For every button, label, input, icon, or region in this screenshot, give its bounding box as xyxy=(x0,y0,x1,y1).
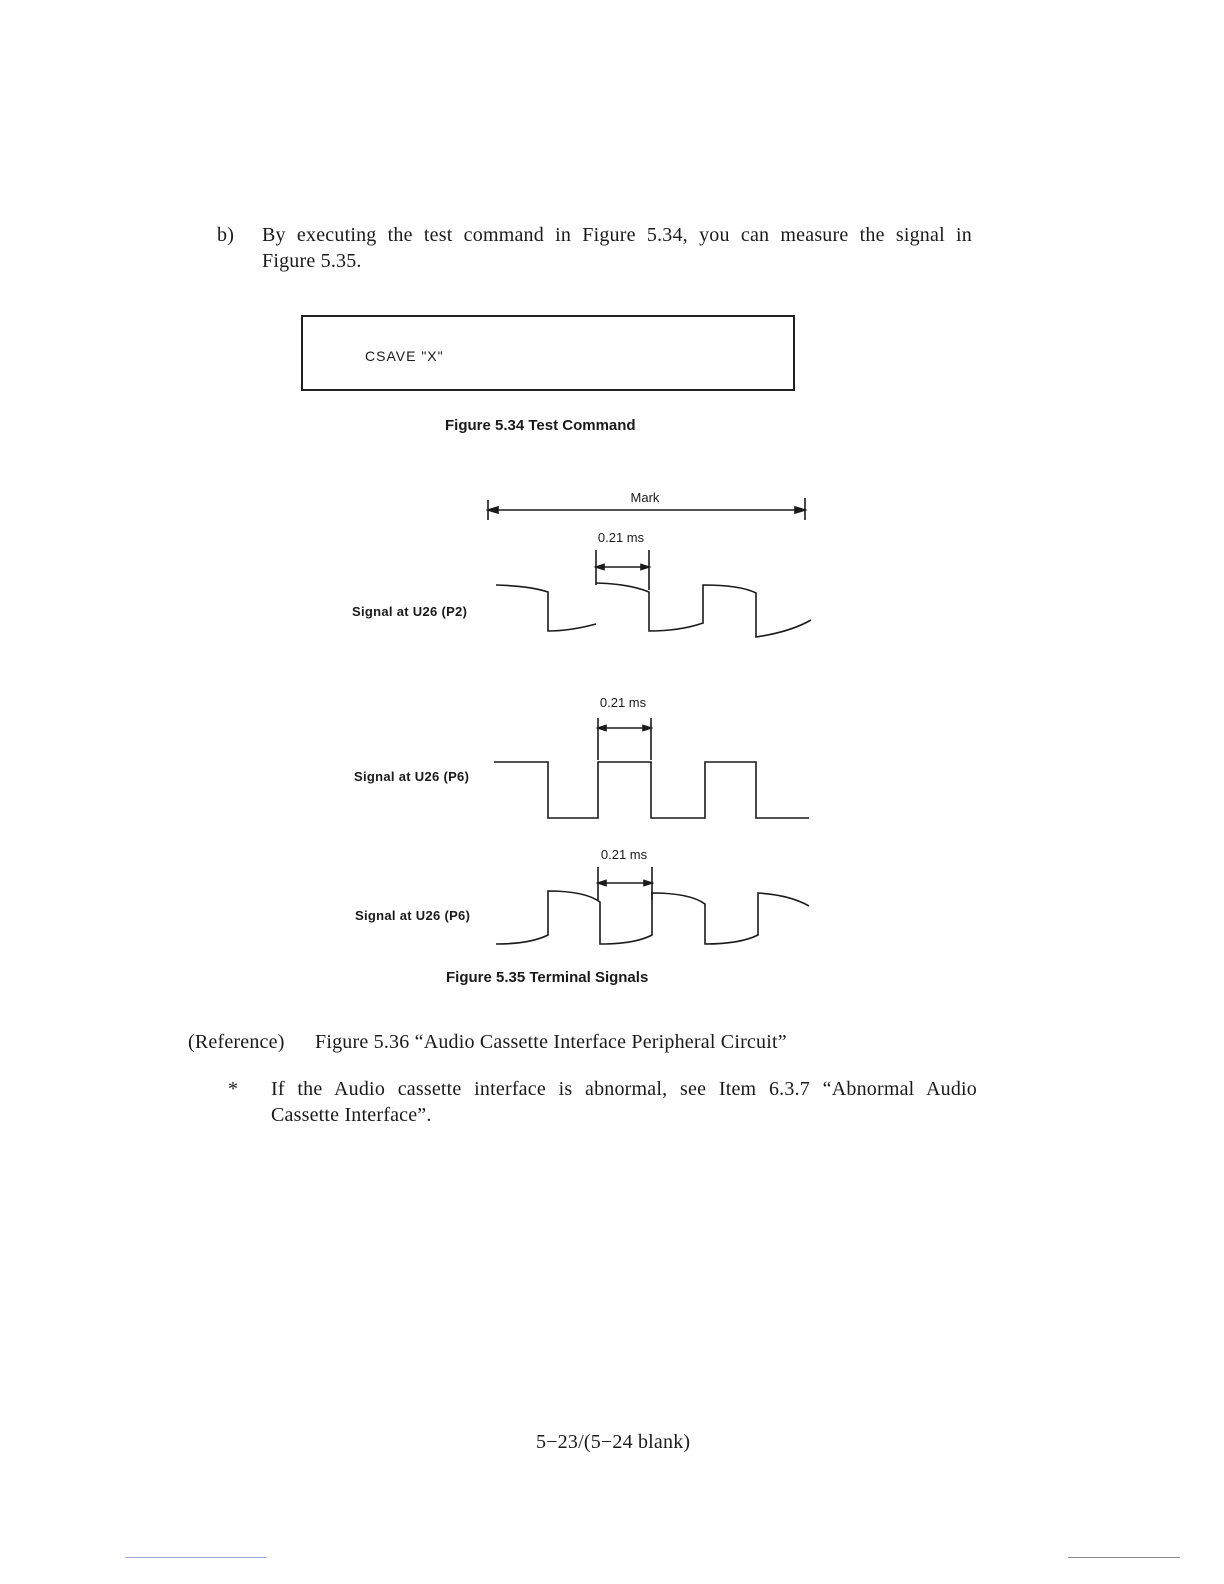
intro-line-2: Figure 5.35. xyxy=(262,250,362,272)
interval-1-left-arrow xyxy=(596,565,604,570)
note-bullet: * xyxy=(228,1078,239,1100)
signal-2-label: Signal at U26 (P6) xyxy=(354,769,470,784)
signal-3-waveform xyxy=(496,891,809,944)
interval-1-right-arrow xyxy=(641,565,649,570)
interval-1-label: 0.21 ms xyxy=(597,530,645,545)
reference-text: Figure 5.36 “Audio Cassette Interface Peripheral Circuit” xyxy=(315,1031,787,1053)
footer-rule-left xyxy=(125,1557,267,1558)
signal-3-label: Signal at U26 (P6) xyxy=(355,908,471,923)
footer-rule-right xyxy=(1068,1557,1180,1558)
list-marker: b) xyxy=(217,224,235,246)
signal-1-segment-b xyxy=(596,583,811,637)
intro-line-1: By executing the test command in Figure 5.34, you can measure the signal in xyxy=(262,224,972,246)
interval-3-left-arrow xyxy=(598,881,606,886)
interval-3-label: 0.21 ms xyxy=(600,847,648,862)
mark-right-arrow xyxy=(795,507,805,513)
reference-tag: (Reference) xyxy=(188,1031,285,1053)
interval-3-right-arrow xyxy=(644,881,652,886)
figure-5-34-caption: Figure 5.34 Test Command xyxy=(445,417,636,434)
command-text: CSAVE "X" xyxy=(365,348,444,364)
interval-2-left-arrow xyxy=(598,726,606,731)
mark-left-arrow xyxy=(488,507,498,513)
figure-5-35-caption: Figure 5.35 Terminal Signals xyxy=(446,969,649,986)
note-line-2: Cassette Interface”. xyxy=(271,1104,432,1126)
interval-2-label: 0.21 ms xyxy=(599,695,647,710)
signal-1-label: Signal at U26 (P2) xyxy=(352,604,468,619)
mark-label: Mark xyxy=(630,490,660,505)
page-number: 5−23/(5−24 blank) xyxy=(536,1431,691,1453)
interval-2-right-arrow xyxy=(643,726,651,731)
signal-2-waveform xyxy=(494,762,809,818)
signal-1-segment-a xyxy=(496,585,596,631)
note-line-1: If the Audio cassette interface is abnormal, see Item 6.3.7 “Abnormal Audio xyxy=(271,1078,977,1100)
